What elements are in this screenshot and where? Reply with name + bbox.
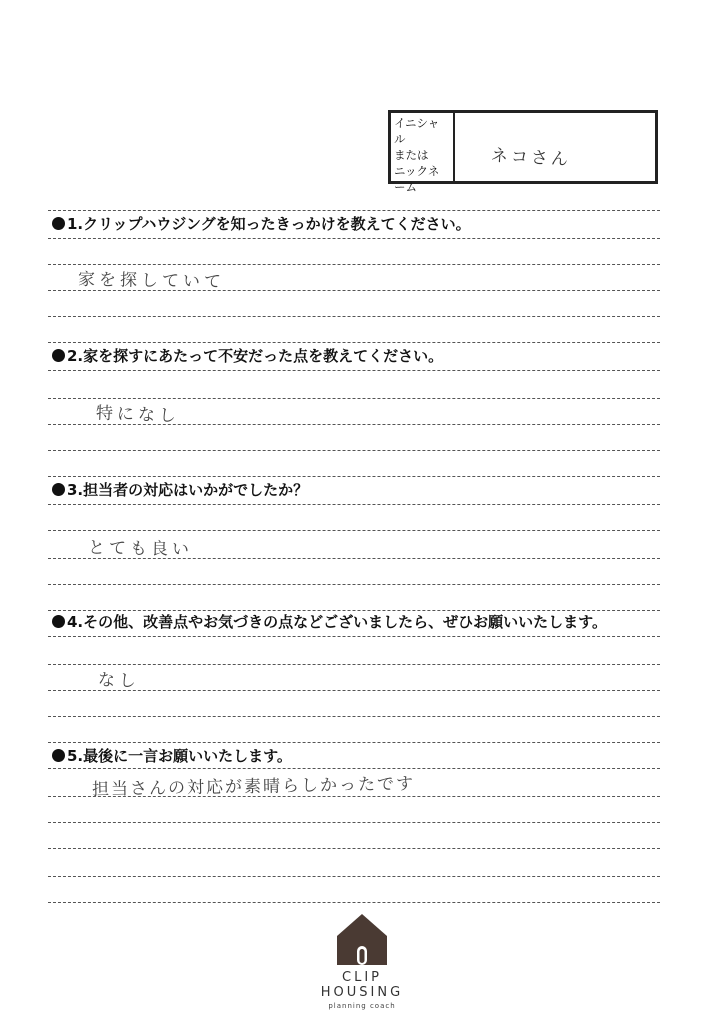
bullet-icon	[52, 615, 65, 628]
rule-line	[48, 584, 660, 585]
rule-line	[48, 504, 660, 505]
question-2	[52, 346, 443, 366]
rule-line	[48, 664, 660, 665]
house-icon	[335, 912, 389, 966]
rule-line	[48, 742, 660, 743]
rule-line	[48, 210, 660, 211]
question-4	[52, 612, 607, 632]
bullet-icon	[52, 483, 65, 496]
rule-line	[48, 848, 660, 849]
bullet-icon	[52, 217, 65, 230]
name-box	[388, 110, 658, 194]
question-5-label: 5.最後に一言お願いいたします。	[67, 747, 292, 765]
rule-line	[48, 690, 660, 691]
question-5	[52, 746, 292, 766]
rule-line	[48, 768, 660, 769]
rule-line	[48, 450, 660, 451]
question-1-label: 1.クリップハウジングを知ったきっかけを教えてください。	[67, 215, 471, 233]
bullet-icon	[52, 349, 65, 362]
rule-line	[48, 610, 660, 611]
rule-line	[48, 530, 660, 531]
rule-line	[48, 238, 660, 239]
question-4-label: 4.その他、改善点やお気づきの点などございましたら、ぜひお願いいたします。	[67, 613, 607, 631]
question-1	[52, 214, 471, 234]
rule-line	[48, 342, 660, 343]
rule-line	[48, 370, 660, 371]
answer-3: とても良い	[87, 538, 194, 560]
brand-tagline: planning coach	[328, 1002, 396, 1010]
question-2-label: 2.家を探すにあたって不安だった点を教えてください。	[67, 347, 444, 365]
rule-line	[48, 316, 660, 317]
rule-line	[48, 636, 660, 637]
name-box-label: イニシャル または ニックネーム	[391, 113, 455, 181]
rule-line	[48, 716, 660, 717]
rule-line	[48, 902, 660, 903]
rule-line	[48, 476, 660, 477]
answer-1: 家を探していて	[77, 269, 226, 293]
clip-housing-logo	[300, 912, 424, 1010]
answer-2: 特になし	[95, 403, 181, 427]
question-3-label: 3.担当者の対応はいかがでしたか？	[67, 481, 309, 499]
brand-name: CLIP HOUSING	[320, 970, 404, 1000]
rule-line	[48, 822, 660, 823]
answer-5: 担当さんの対応が素晴らしかったです	[91, 774, 416, 800]
rule-line	[48, 398, 660, 399]
question-3	[52, 480, 308, 500]
bullet-icon	[52, 749, 65, 762]
name-box-value: ネコさん	[490, 145, 572, 171]
answer-4: なし	[97, 670, 141, 692]
rule-line	[48, 876, 660, 877]
